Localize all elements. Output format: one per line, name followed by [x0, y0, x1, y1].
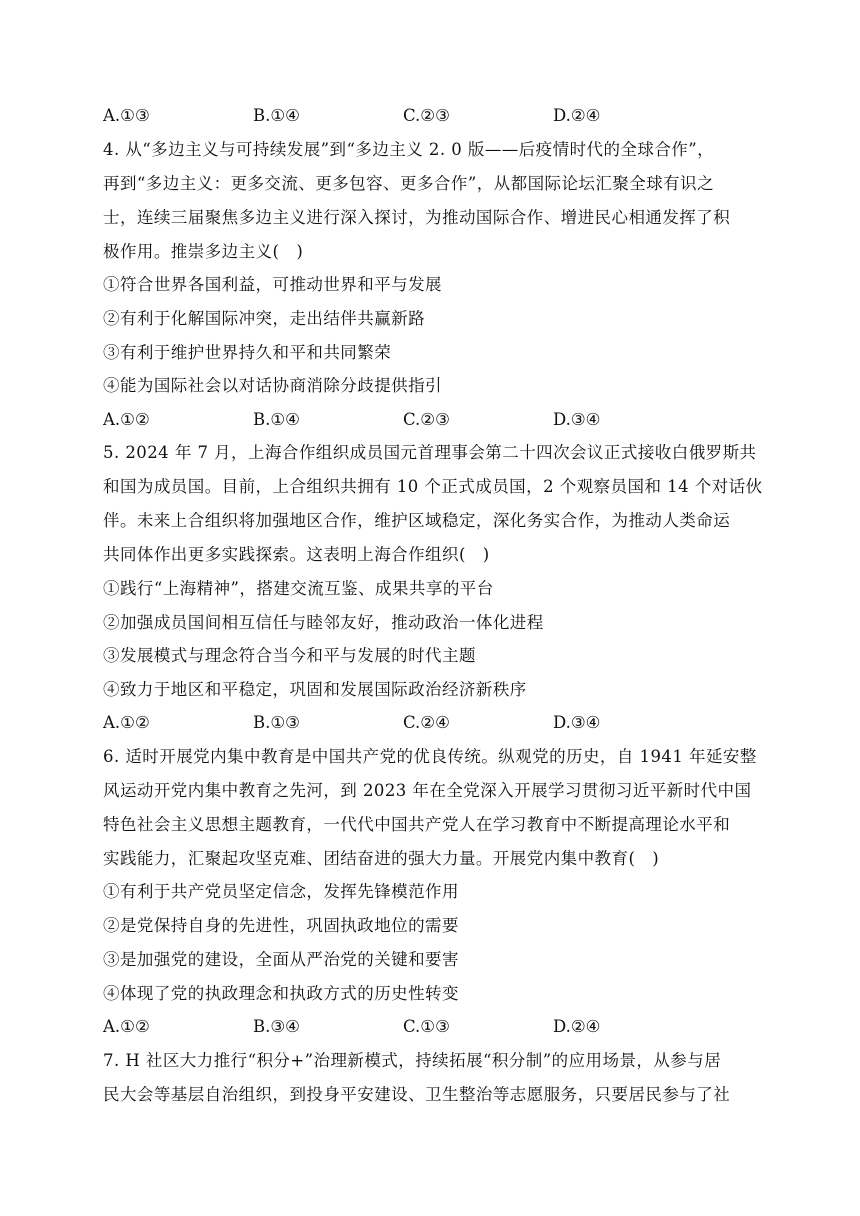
q3-options	[103, 106, 763, 126]
q5-option-d[interactable]: D.③④	[553, 713, 601, 732]
q3-option-c[interactable]: C.②③	[403, 106, 450, 125]
q4-stem-line-2: 再到“多边主义：更多交流、更多包容、更多合作”，从都国际论坛汇聚全球有识之	[103, 174, 715, 193]
q6-option-c[interactable]: C.①③	[403, 1017, 450, 1036]
q6-statement-4: ④体现了党的执政理念和执政方式的历史性转变	[103, 984, 459, 1003]
q4-statement-2: ②有利于化解国际冲突，走出结伴共赢新路	[103, 309, 426, 328]
q5-option-a[interactable]: A.①②	[103, 713, 150, 732]
q7-stem-line-2: 民大会等基层自治组织，到投身平安建设、卫生整治等志愿服务，只要居民参与了社	[103, 1085, 731, 1104]
q4-stem-line-3: 士，连续三届聚焦多边主义进行深入探讨，为推动国际合作、增进民心相通发挥了积	[103, 208, 731, 227]
q6-statement-2: ②是党保持自身的先进性，巩固执政地位的需要	[103, 916, 459, 935]
q5-option-c[interactable]: C.②④	[403, 713, 450, 732]
q4-stem-line-1: 4. 从“多边主义与可持续发展”到“多边主义 2. 0 版——后疫情时代的全球合作”，	[103, 140, 715, 159]
q5-statement-1: ①践行“上海精神”，搭建交流互鉴、成果共享的平台	[103, 579, 494, 598]
q6-stem-line-3: 特色社会主义思想主题教育，一代代中国共产党人在学习教育中不断提高理论水平和	[103, 815, 731, 834]
q6-options	[103, 1017, 763, 1037]
q6-stem-line-4: 实践能力，汇聚起攻坚克难、团结奋进的强大力量。开展党内集中教育( )	[103, 849, 660, 868]
q6-statement-1: ①有利于共产党员坚定信念，发挥先锋模范作用	[103, 882, 459, 901]
q4-statement-3: ③有利于维护世界持久和平和共同繁荣	[103, 343, 392, 362]
q5-option-b[interactable]: B.①③	[253, 713, 300, 732]
q5-stem-line-4: 共同体作出更多实践探索。这表明上海合作组织( )	[103, 545, 490, 564]
q7-stem-line-1: 7. H 社区大力推行“积分+”治理新模式，持续拓展“积分制”的应用场景，从参与居	[103, 1051, 722, 1070]
q4-stem-line-4: 极作用。推崇多边主义( )	[103, 242, 304, 261]
q3-option-d[interactable]: D.②④	[553, 106, 601, 125]
q5-stem-line-2: 和国为成员国。目前，上合组织共拥有 10 个正式成员国，2 个观察员国和 14 个对话伙	[103, 477, 763, 496]
q5-statement-4: ④致力于地区和平稳定，巩固和发展国际政治经济新秩序	[103, 680, 527, 699]
q5-stem-line-1: 5. 2024 年 7 月，上海合作组织成员国元首理事会第二十四次会议正式接收白俄罗斯共	[103, 443, 757, 462]
q4-option-d[interactable]: D.③④	[553, 410, 601, 429]
q3-option-a[interactable]: A.①③	[103, 106, 150, 125]
q5-statement-3: ③发展模式与理念符合当今和平与发展的时代主题	[103, 646, 476, 665]
q5-statement-2: ②加强成员国间相互信任与睦邻友好，推动政治一体化进程	[103, 613, 544, 632]
q6-statement-3: ③是加强党的建设，全面从严治党的关键和要害	[103, 950, 459, 969]
q6-option-d[interactable]: D.②④	[553, 1017, 601, 1036]
q4-statement-1: ①符合世界各国利益，可推动世界和平与发展	[103, 275, 442, 294]
q6-stem-line-1: 6. 适时开展党内集中教育是中国共产党的优良传统。纵观党的历史，自 1941 年延安整	[103, 747, 757, 766]
q3-option-b[interactable]: B.①④	[253, 106, 300, 125]
q6-stem-line-2: 风运动开党内集中教育之先河，到 2023 年在全党深入开展学习贯彻习近平新时代中国	[103, 781, 752, 800]
q4-option-b[interactable]: B.①④	[253, 410, 300, 429]
q4-option-c[interactable]: C.②③	[403, 410, 450, 429]
q4-statement-4: ④能为国际社会以对话协商消除分歧提供指引	[103, 376, 442, 395]
q5-options	[103, 713, 763, 733]
q5-stem-line-3: 伴。未来上合组织将加强地区合作，维护区域稳定，深化务实合作，为推动人类命运	[103, 511, 731, 530]
q6-option-b[interactable]: B.③④	[253, 1017, 300, 1036]
q6-option-a[interactable]: A.①②	[103, 1017, 150, 1036]
q4-options	[103, 410, 763, 430]
q4-option-a[interactable]: A.①②	[103, 410, 150, 429]
